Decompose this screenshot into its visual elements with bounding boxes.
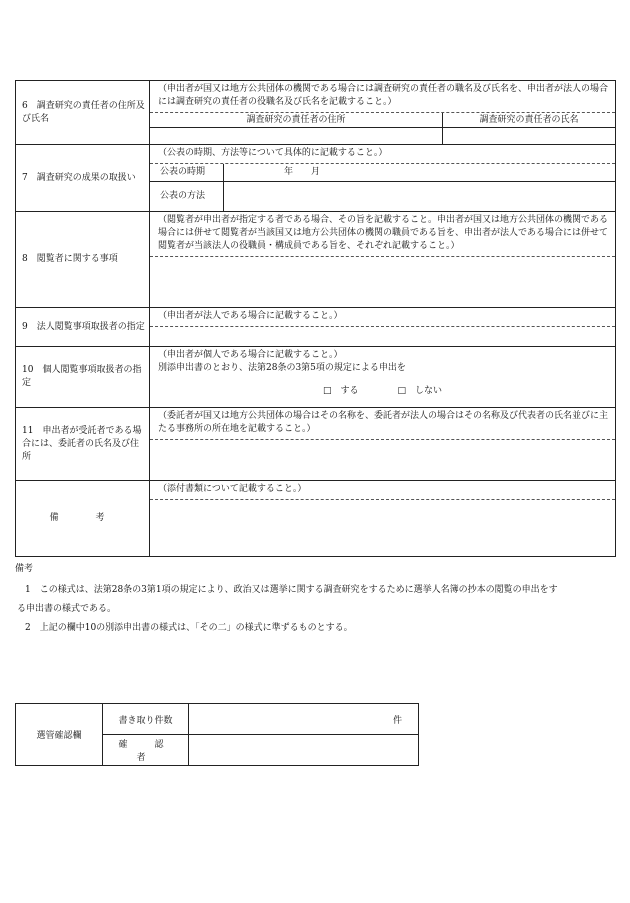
row-10-label-cell: [16, 347, 150, 408]
row-11-label-cell: [16, 408, 150, 481]
row-8-note: （閲覧者が申出者が指定する者である場合、その旨を記載すること。申出者が国又は地方公共団体の機関である場合には併せて閲覧者が当該国又は地方公共団体の機関の職員である旨を、申出者が法人である場合には併せて閲覧者が当該法人の役職員・構成員である旨を、それぞれ記載すること。）: [150, 212, 615, 257]
row-7-timing-row: [150, 164, 615, 182]
confirm-checker-label: 確 認 者: [103, 735, 189, 766]
footnote-1-line-1: 1 この様式は、法第28条の3第1項の規定により、政治又は選挙に関する調査研究をするために選挙人名簿の抄本の閲覧の申出をす: [25, 585, 558, 595]
footnotes: [15, 560, 615, 638]
row-remarks-content-cell[interactable]: [150, 481, 616, 557]
row-6-address-header: 調査研究の責任者の住所: [150, 113, 443, 127]
row-7-content-cell: [150, 145, 616, 212]
election-commission-confirm-table: [15, 703, 419, 766]
row-6-name-field[interactable]: [443, 128, 615, 144]
row-10-options: [150, 375, 615, 404]
row-8-label: 8 閲覧者に関する事項: [22, 254, 118, 264]
row-7-timing-value: 年 月: [284, 167, 321, 177]
confirm-row-count: [16, 704, 419, 735]
row-6-note: （申出者が国又は地方公共団体の機関である場合には調査研究の責任者の職名及び氏名を、申出者が法人の場合には調査研究の責任者の役職名及び氏名を記載すること。）: [150, 81, 615, 113]
footnote-2: 2 上記の欄中10の別添申出書の様式は、「その二」の様式に準ずるものとする。: [25, 623, 353, 633]
row-8-label-cell: [16, 212, 150, 308]
row-7-timing-label: 公表の時期: [150, 164, 224, 181]
row-6-input-row: [150, 128, 615, 144]
row-10-option-no[interactable]: □ しない: [397, 386, 442, 396]
row-7-method-row: [150, 182, 615, 211]
row-7-method-field[interactable]: [224, 182, 615, 211]
row-9-corporate-handler: [16, 308, 616, 347]
row-6-responsible-person: [16, 81, 616, 145]
row-10-individual-handler: [16, 347, 616, 408]
confirm-checker-field[interactable]: [189, 735, 419, 766]
confirm-title-cell: [16, 704, 103, 766]
row-10-note: （申出者が個人である場合に記載すること。）: [158, 350, 343, 360]
row-6-column-headers: [150, 113, 615, 128]
row-9-note: （申出者が法人である場合に記載すること。）: [150, 308, 615, 327]
row-7-note: （公表の時期、方法等について具体的に記載すること。）: [150, 145, 615, 164]
row-8-content-cell[interactable]: [150, 212, 616, 308]
row-7-label: 7 調査研究の成果の取扱い: [22, 172, 136, 183]
row-remarks-note: （添付書類について記載すること。）: [150, 481, 615, 500]
confirm-count-label: 書き取り件数: [103, 704, 189, 735]
row-7-timing-field[interactable]: [224, 164, 615, 181]
row-9-content-cell[interactable]: [150, 308, 616, 347]
confirm-count-field[interactable]: [189, 704, 419, 735]
row-11-note: （委託者が国又は地方公共団体の場合はその名称を、委託者が法人の場合はその名称及び代表者の氏名並びに主たる事務所の所在地を記載すること。）: [150, 408, 615, 440]
row-8-viewers: [16, 212, 616, 308]
row-7-method-label: 公表の方法: [150, 182, 224, 211]
row-remarks-label-cell: [16, 481, 150, 557]
row-6-name-header: 調査研究の責任者の氏名: [479, 115, 579, 125]
row-6-label-cell: [16, 81, 150, 145]
row-7-label-cell: [16, 145, 150, 212]
footnote-1-line-2: る申出書の様式である。: [17, 604, 117, 614]
row-6-content-cell: [150, 81, 616, 145]
row-9-label: 9 法人閲覧事項取扱者の指定: [22, 321, 145, 332]
row-6-label: 6 調査研究の責任者の住所及び氏名: [22, 100, 145, 124]
row-10-label: 10 個人閲覧事項取扱者の指定: [22, 365, 142, 388]
row-7-results-handling: [16, 145, 616, 212]
row-11-label: 11 申出者が受託者である場合には、委託者の氏名及び住所: [22, 425, 142, 462]
row-9-label-cell: [16, 308, 150, 347]
row-10-option-yes[interactable]: □ する: [323, 386, 359, 396]
footnotes-heading: 備考: [15, 564, 34, 574]
confirm-title: 選管確認欄: [36, 731, 82, 741]
row-11-consignor: [16, 408, 616, 481]
row-remarks: [16, 481, 616, 557]
row-11-content-cell[interactable]: [150, 408, 616, 481]
row-10-text: 別添申出書のとおり、法第28条の3第5項の規定による申出を: [158, 363, 406, 373]
confirm-count-unit: 件: [392, 715, 402, 726]
row-remarks-label: 備 考: [49, 513, 119, 523]
row-6-address-field[interactable]: [150, 128, 443, 144]
application-table: [15, 80, 616, 557]
row-10-content-cell: [150, 347, 616, 408]
